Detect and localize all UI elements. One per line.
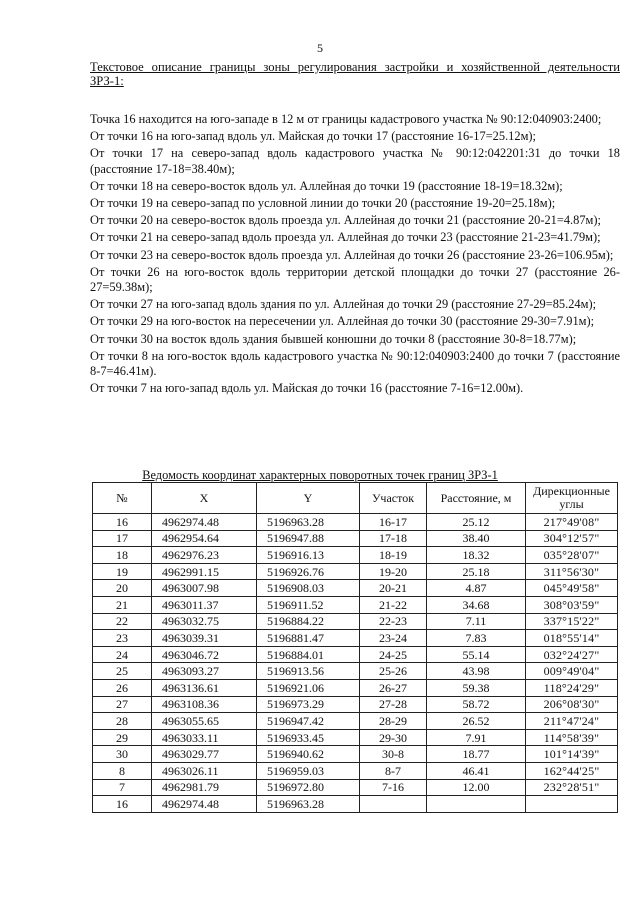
table-row bbox=[93, 779, 618, 796]
page-number: 5 bbox=[317, 41, 323, 55]
segment: 27-28 bbox=[360, 696, 427, 713]
table-row bbox=[93, 713, 618, 730]
heading-line-2: ЗРЗ-1: bbox=[90, 74, 124, 88]
table-body bbox=[93, 514, 618, 813]
header-y: Y bbox=[257, 483, 360, 514]
table-row bbox=[93, 746, 618, 763]
x-coordinate: 4962976.23 bbox=[152, 547, 257, 564]
bearing-angle: 308°03'59" bbox=[526, 596, 618, 613]
distance: 25.18 bbox=[427, 563, 526, 580]
point-number: 20 bbox=[93, 580, 152, 597]
y-coordinate: 5196933.45 bbox=[257, 729, 360, 746]
y-coordinate: 5196926.76 bbox=[257, 563, 360, 580]
x-coordinate: 4963033.11 bbox=[152, 729, 257, 746]
x-coordinate: 4962991.15 bbox=[152, 563, 257, 580]
paragraph: От точки 30 на восток вдоль здания бывшей конюшни до точки 8 (расстояние 30-8=18.77м); bbox=[90, 331, 577, 346]
segment: 21-22 bbox=[360, 596, 427, 613]
table-row bbox=[93, 762, 618, 779]
distance: 18.32 bbox=[427, 547, 526, 564]
x-coordinate: 4963093.27 bbox=[152, 663, 257, 680]
segment: 19-20 bbox=[360, 563, 427, 580]
table-row bbox=[93, 696, 618, 713]
header-segment: Участок bbox=[360, 483, 427, 514]
segment: 16-17 bbox=[360, 514, 427, 531]
point-number: 7 bbox=[93, 779, 152, 796]
distance: 46.41 bbox=[427, 762, 526, 779]
paragraph: От точки 8 на юго-восток вдоль кадастрового участка № 90:12:040903:2400 до точки 7 (расстояние 8-7=46.41м). bbox=[90, 348, 620, 379]
bearing-angle: 101°14'39" bbox=[526, 746, 618, 763]
table-row bbox=[93, 547, 618, 564]
x-coordinate: 4963046.72 bbox=[152, 646, 257, 663]
point-number: 25 bbox=[93, 663, 152, 680]
x-coordinate: 4963136.61 bbox=[152, 679, 257, 696]
distance: 55.14 bbox=[427, 646, 526, 663]
y-coordinate: 5196959.03 bbox=[257, 762, 360, 779]
segment: 23-24 bbox=[360, 630, 427, 647]
y-coordinate: 5196908.03 bbox=[257, 580, 360, 597]
y-coordinate: 5196940.62 bbox=[257, 746, 360, 763]
y-coordinate: 5196911.52 bbox=[257, 596, 360, 613]
bearing-angle: 304°12'57" bbox=[526, 530, 618, 547]
segment: 24-25 bbox=[360, 646, 427, 663]
header-number: № bbox=[93, 483, 152, 514]
paragraph: От точки 7 на юго-запад вдоль ул. Майская до точки 16 (расстояние 7-16=12.00м). bbox=[90, 381, 524, 396]
segment: 26-27 bbox=[360, 679, 427, 696]
segment: 29-30 bbox=[360, 729, 427, 746]
distance: 58.72 bbox=[427, 696, 526, 713]
bearing-angle: 206°08'30" bbox=[526, 696, 618, 713]
point-number: 17 bbox=[93, 530, 152, 547]
bearing-angle: 045°49'58" bbox=[526, 580, 618, 597]
point-number: 28 bbox=[93, 713, 152, 730]
y-coordinate: 5196881.47 bbox=[257, 630, 360, 647]
paragraph: От точки 26 на юго-восток вдоль территории детской площадки до точки 27 (расстояние 26-27=59.38м); bbox=[90, 264, 620, 295]
y-coordinate: 5196973.29 bbox=[257, 696, 360, 713]
segment: 30-8 bbox=[360, 746, 427, 763]
y-coordinate: 5196884.22 bbox=[257, 613, 360, 630]
distance: 4.87 bbox=[427, 580, 526, 597]
paragraph: От точки 18 на северо-восток вдоль ул. Аллейная до точки 19 (расстояние 18-19=18.32м); bbox=[90, 178, 563, 193]
paragraph: От точки 23 на северо-восток вдоль проезда ул. Аллейная до точки 26 (расстояние 23-26=106.95м); bbox=[90, 247, 614, 262]
table-row bbox=[93, 613, 618, 630]
table-row bbox=[93, 596, 618, 613]
segment: 18-19 bbox=[360, 547, 427, 564]
paragraph: От точки 21 на северо-запад вдоль проезда ул. Аллейная до точки 23 (расстояние 21-23=41.79м); bbox=[90, 230, 601, 245]
distance bbox=[427, 796, 526, 813]
point-number: 18 bbox=[93, 547, 152, 564]
x-coordinate: 4962974.48 bbox=[152, 514, 257, 531]
table-row bbox=[93, 630, 618, 647]
distance: 26.52 bbox=[427, 713, 526, 730]
x-coordinate: 4963029.77 bbox=[152, 746, 257, 763]
point-number: 21 bbox=[93, 596, 152, 613]
distance: 18.77 bbox=[427, 746, 526, 763]
distance: 34.68 bbox=[427, 596, 526, 613]
y-coordinate: 5196963.28 bbox=[257, 514, 360, 531]
bearing-angle: 118°24'29" bbox=[526, 679, 618, 696]
y-coordinate: 5196972.80 bbox=[257, 779, 360, 796]
x-coordinate: 4962974.48 bbox=[152, 796, 257, 813]
y-coordinate: 5196921.06 bbox=[257, 679, 360, 696]
point-number: 16 bbox=[93, 514, 152, 531]
point-number: 29 bbox=[93, 729, 152, 746]
point-number: 8 bbox=[93, 762, 152, 779]
distance: 7.83 bbox=[427, 630, 526, 647]
boundary-description bbox=[90, 112, 620, 398]
y-coordinate: 5196963.28 bbox=[257, 796, 360, 813]
x-coordinate: 4963026.11 bbox=[152, 762, 257, 779]
paragraph: От точки 17 на северо-запад вдоль кадастрового участка № 90:12:042201:31 до точки 18 (расстояние 17-18=38.40м); bbox=[90, 146, 620, 176]
point-number: 26 bbox=[93, 679, 152, 696]
x-coordinate: 4962954.64 bbox=[152, 530, 257, 547]
point-number: 22 bbox=[93, 613, 152, 630]
table-row bbox=[93, 580, 618, 597]
distance: 43.98 bbox=[427, 663, 526, 680]
table-row bbox=[93, 646, 618, 663]
y-coordinate: 5196884.01 bbox=[257, 646, 360, 663]
point-number: 19 bbox=[93, 563, 152, 580]
paragraph: От точки 27 на юго-запад вдоль здания по ул. Аллейная до точки 29 (расстояние 27-29=85.24м); bbox=[90, 297, 597, 312]
table-row bbox=[93, 796, 618, 813]
bearing-angle: 211°47'24" bbox=[526, 713, 618, 730]
point-number: 30 bbox=[93, 746, 152, 763]
paragraph: От точки 19 на северо-запад по условной линии до точки 20 (расстояние 19-20=25.18м); bbox=[90, 196, 556, 211]
point-number: 24 bbox=[93, 646, 152, 663]
bearing-angle: 032°24'27" bbox=[526, 646, 618, 663]
bearing-angle: 162°44'25" bbox=[526, 762, 618, 779]
bearing-angle: 217°49'08" bbox=[526, 514, 618, 531]
x-coordinate: 4963032.75 bbox=[152, 613, 257, 630]
y-coordinate: 5196913.56 bbox=[257, 663, 360, 680]
x-coordinate: 4963055.65 bbox=[152, 713, 257, 730]
point-number: 27 bbox=[93, 696, 152, 713]
segment: 25-26 bbox=[360, 663, 427, 680]
point-number: 23 bbox=[93, 630, 152, 647]
distance: 7.91 bbox=[427, 729, 526, 746]
heading-line-1: Текстовое описание границы зоны регулирования застройки и хозяйственной деятельности bbox=[90, 60, 620, 74]
segment: 20-21 bbox=[360, 580, 427, 597]
segment: 22-23 bbox=[360, 613, 427, 630]
bearing-angle: 337°15'22" bbox=[526, 613, 618, 630]
y-coordinate: 5196947.88 bbox=[257, 530, 360, 547]
x-coordinate: 4963108.36 bbox=[152, 696, 257, 713]
distance: 25.12 bbox=[427, 514, 526, 531]
segment: 7-16 bbox=[360, 779, 427, 796]
bearing-angle: 114°58'39" bbox=[526, 729, 618, 746]
segment: 17-18 bbox=[360, 530, 427, 547]
table-header-row bbox=[93, 483, 618, 514]
header-angles: Дирекционные углы bbox=[526, 483, 618, 514]
bearing-angle: 232°28'51" bbox=[526, 779, 618, 796]
bearing-angle: 311°56'30" bbox=[526, 563, 618, 580]
coordinates-table bbox=[92, 482, 618, 813]
point-number: 16 bbox=[93, 796, 152, 813]
table-row bbox=[93, 663, 618, 680]
segment: 28-29 bbox=[360, 713, 427, 730]
bearing-angle: 035°28'07" bbox=[526, 547, 618, 564]
paragraph: От точки 20 на северо-восток вдоль проезда ул. Аллейная до точки 21 (расстояние 20-21=4.87м); bbox=[90, 213, 601, 228]
x-coordinate: 4962981.79 bbox=[152, 779, 257, 796]
segment bbox=[360, 796, 427, 813]
x-coordinate: 4963011.37 bbox=[152, 596, 257, 613]
header-distance: Расстояние, м bbox=[427, 483, 526, 514]
bearing-angle: 018°55'14" bbox=[526, 630, 618, 647]
table-row bbox=[93, 679, 618, 696]
paragraph: От точки 16 на юго-запад вдоль ул. Майская до точки 17 (расстояние 16-17=25.12м); bbox=[90, 129, 536, 144]
y-coordinate: 5196947.42 bbox=[257, 713, 360, 730]
bearing-angle: 009°49'04" bbox=[526, 663, 618, 680]
table-row bbox=[93, 514, 618, 531]
section-heading bbox=[90, 60, 620, 88]
table-row bbox=[93, 530, 618, 547]
paragraph: От точки 29 на юго-восток на пересечении ул. Аллейная до точки 30 (расстояние 29-30=7.91м); bbox=[90, 314, 595, 329]
paragraph: Точка 16 находится на юго-западе в 12 м от границы кадастрового участка № 90:12:040903:2400; bbox=[90, 112, 602, 126]
header-x: X bbox=[152, 483, 257, 514]
bearing-angle bbox=[526, 796, 618, 813]
y-coordinate: 5196916.13 bbox=[257, 547, 360, 564]
table-row bbox=[93, 729, 618, 746]
distance: 38.40 bbox=[427, 530, 526, 547]
segment: 8-7 bbox=[360, 762, 427, 779]
table-title: Ведомость координат характерных поворотных точек границ ЗРЗ-1 bbox=[142, 468, 498, 482]
x-coordinate: 4963007.98 bbox=[152, 580, 257, 597]
distance: 12.00 bbox=[427, 779, 526, 796]
table-row bbox=[93, 563, 618, 580]
x-coordinate: 4963039.31 bbox=[152, 630, 257, 647]
distance: 7.11 bbox=[427, 613, 526, 630]
distance: 59.38 bbox=[427, 679, 526, 696]
